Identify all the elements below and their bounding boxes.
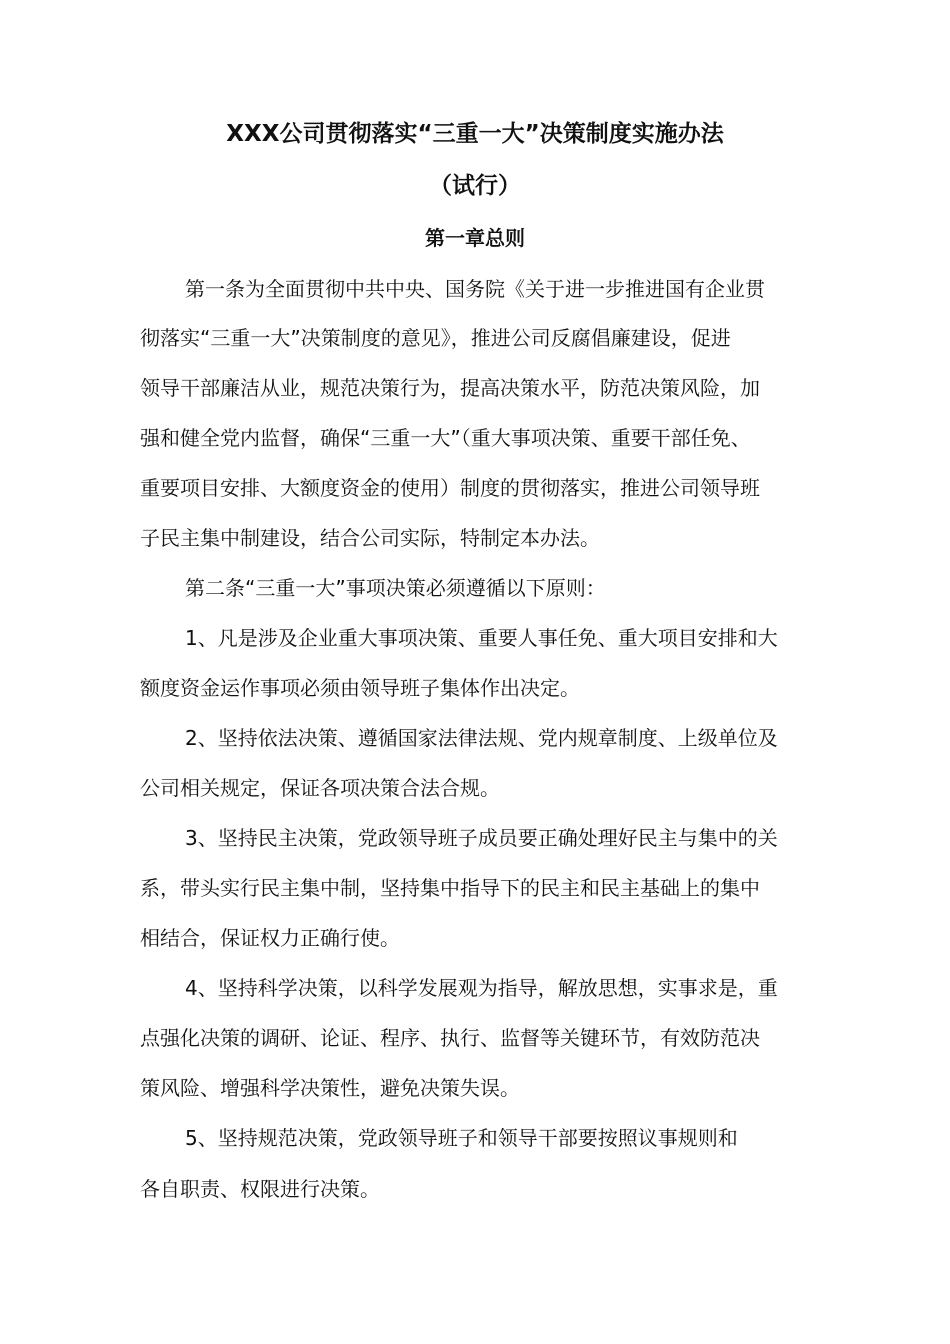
paragraph-line: 公司相关规定，保证各项决策合法合规。 xyxy=(140,776,500,800)
chapter-heading: 第一章总则 xyxy=(425,226,525,250)
paragraph-line: 重要项目安排、大额度资金的使用）制度的贯彻落实，推进公司领导班 xyxy=(140,476,760,500)
paragraph-line: 各自职责、权限进行决策。 xyxy=(140,1177,380,1201)
paragraph-line: 5、坚持规范决策，党政领导班子和领导干部要按照议事规则和 xyxy=(185,1126,738,1150)
paragraph-line: 子民主集中制建设，结合公司实际，特制定本办法。 xyxy=(140,526,600,550)
document-title: XXX公司贯彻落实“三重一大”决策制度实施办法 xyxy=(226,121,724,147)
paragraph-line: 4、坚持科学决策，以科学发展观为指导，解放思想，实事求是，重 xyxy=(185,976,778,1000)
paragraph-line: 系，带头实行民主集中制，坚持集中指导下的民主和民主基础上的集中 xyxy=(140,876,760,900)
paragraph-line: 3、坚持民主决策，党政领导班子成员要正确处理好民主与集中的关 xyxy=(185,826,778,850)
paragraph-line: 点强化决策的调研、论证、程序、执行、监督等关键环节，有效防范决 xyxy=(140,1026,760,1050)
paragraph-line: 彻落实“三重一大”决策制度的意见》，推进公司反腐倡廉建设，促进 xyxy=(140,326,731,350)
paragraph-line: 策风险、增强科学决策性，避免决策失误。 xyxy=(140,1076,520,1100)
paragraph-line: 2、坚持依法决策、遵循国家法律法规、党内规章制度、上级单位及 xyxy=(185,726,778,750)
paragraph-line: 领导干部廉洁从业，规范决策行为，提高决策水平，防范决策风险，加 xyxy=(140,376,760,400)
paragraph-line: 强和健全党内监督，确保“三重一大”（重大事项决策、重要干部任免、 xyxy=(140,426,751,450)
paragraph-line: 第一条为全面贯彻中共中央、国务院《关于进一步推进国有企业贯 xyxy=(185,277,765,301)
paragraph-line: 第二条“三重一大”事项决策必须遵循以下原则： xyxy=(185,576,606,600)
paragraph-line: 1、凡是涉及企业重大事项决策、重要人事任免、重大项目安排和大 xyxy=(185,626,778,650)
document-subtitle: （试行） xyxy=(429,173,521,199)
paragraph-line: 相结合，保证权力正确行使。 xyxy=(140,926,400,950)
paragraph-line: 额度资金运作事项必须由领导班子集体作出决定。 xyxy=(140,676,580,700)
